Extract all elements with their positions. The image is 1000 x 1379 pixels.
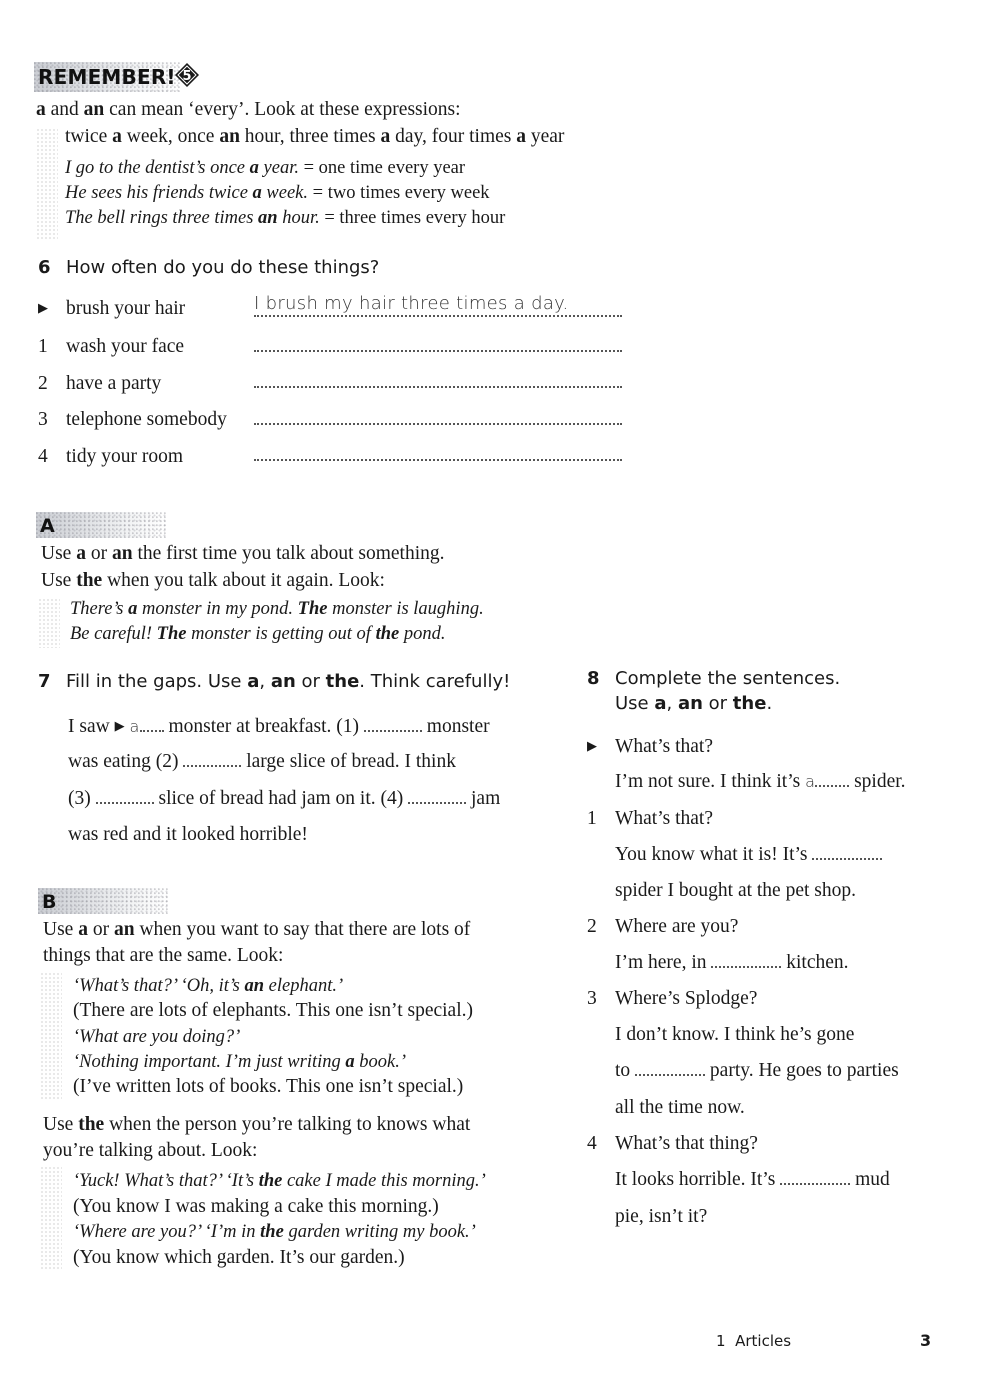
section-b-example: ‘Nothing important. I’m just writing a book.’ [73,1052,407,1072]
gap-4[interactable] [408,802,466,804]
exercise-8-answer-line: I don’t know. I think he’s gone [615,1024,855,1045]
gap-2[interactable] [183,765,241,767]
section-b-example: ‘Where are you?’ ‘I’m in the garden writing my book.’ [73,1222,476,1242]
exercise-8-question: 4 What’s that thing? [587,1133,758,1154]
remember-intro: a and an can mean ‘every’. Look at these expressions: [36,99,461,120]
exercise-8-answer-line: all the time now. [615,1097,745,1118]
section-b-rule-1: Use a or an when you want to say that there are lots of [43,919,471,940]
example-arrow-icon: ▶ [114,718,125,733]
section-a-label: A [36,512,166,538]
exercise-6-example-row: ▶ brush your hair [38,298,186,319]
exercise-8-question: 2 Where are you? [587,916,739,937]
note-margin-texture [40,1166,62,1270]
remember-expressions: twice a week, once an hour, three times a day, four times a year [65,126,565,147]
exercise-8-answer-line: to party. He goes to parties [615,1060,899,1081]
exercise-7-line: I saw ▶ a monster at breakfast. (1) monster [68,716,490,737]
numbered-diamond-icon [174,62,200,88]
exercise-8-question: 3 Where’s Splodge? [587,988,758,1009]
remember-example: He sees his friends twice a week. = two times every week [65,183,490,203]
exercise-8-answer-line: pie, isn’t it? [615,1206,708,1227]
example-arrow-icon: ▶ [38,300,48,315]
section-b-explanation: (I’ve written lots of books. This one isn’t special.) [73,1076,464,1097]
section-b-example: ‘What are you doing?’ [73,1027,241,1047]
section-b-label: B [38,888,168,914]
section-b-explanation: (There are lots of elephants. This one isn’t special.) [73,1000,473,1021]
remember-example: The bell rings three times an hour. = three times every hour [65,208,506,228]
section-b-example: ‘What’s that?’ ‘Oh, it’s an elephant.’ [73,976,344,996]
gap-example [140,730,164,732]
exercise-6-example-answer: I brush my hair three times a day. [254,293,569,314]
section-b-rule-2: Use the when the person you’re talking to knows what [43,1114,471,1135]
exercise-6-row: 1 wash your face [38,336,185,357]
answer-line[interactable] [254,459,622,461]
note-margin-texture [36,128,58,240]
exercise-7-heading: 7 Fill in the gaps. Use a, an or the. Think carefully! [38,671,511,692]
gap-3[interactable] [96,802,154,804]
section-b-explanation: (You know which garden. It’s our garden.) [73,1247,405,1268]
exercise-6-row: 2 have a party [38,373,162,394]
exercise-7-line: (3) slice of bread had jam on it. (4) jam [68,788,501,809]
answer-line[interactable] [254,423,622,425]
section-a-rule-1: Use a or an the first time you talk about something. [41,543,445,564]
answer-line[interactable] [254,386,622,388]
exercise-7-line: was red and it looked horrible! [68,824,308,845]
answer-line[interactable] [254,350,622,352]
remember-heading: REMEMBER! [34,62,180,92]
gap-2[interactable] [711,966,781,968]
exercise-8-question: 1 What’s that? [587,808,714,829]
exercise-8-answer-line: It looks horrible. It’s mud [615,1169,890,1190]
exercise-7-line: was eating (2) large slice of bread. I think [68,751,456,772]
exercise-8-heading: 8 Complete the sentences. [587,668,841,689]
section-b-explanation: (You know I was making a cake this morning.) [73,1196,439,1217]
chapter-footer: 1 Articles [716,1332,792,1350]
remember-example: I go to the dentist’s once a year. = one time every year [65,158,466,178]
section-b-rule-2-cont: you’re talking about. Look: [43,1140,258,1161]
exercise-8-example-question: ▶ What’s that? [587,736,714,757]
section-a-example: There’s a monster in my pond. The monster is laughing. [70,599,484,619]
note-margin-texture [40,972,62,1100]
gap-example [815,785,849,787]
exercise-8-answer-line: You know what it is! It’s [615,844,882,866]
example-answer: a [129,717,140,736]
diamond-number: 5 [182,69,192,84]
exercise-8-answer-line: I’m here, in kitchen. [615,952,849,973]
gap-1[interactable] [364,730,422,732]
exercise-6-row: 3 telephone somebody [38,409,227,430]
exercise-6-heading: 6 How often do you do these things? [38,257,380,278]
exercise-8-example-answer: I’m not sure. I think it’s a spider. [615,771,906,792]
gap-4[interactable] [780,1183,850,1185]
note-margin-texture [38,598,60,648]
section-b-rule-1-cont: things that are the same. Look: [43,945,284,966]
gap-3[interactable] [635,1074,705,1076]
section-a-rule-2: Use the when you talk about it again. Look: [41,570,385,591]
section-a-example: Be careful! The monster is getting out of the pond. [70,624,446,644]
exercise-8-answer-line: spider I bought at the pet shop. [615,880,856,901]
section-b-example: ‘Yuck! What’s that?’ ‘It’s the cake I made this morning.’ [73,1171,486,1191]
exercise-6-row: 4 tidy your room [38,446,183,467]
page-number: 3 [920,1331,932,1350]
exercise-8-instruction: Use a, an or the. [615,693,773,714]
answer-line[interactable] [254,315,622,317]
gap-1[interactable] [812,858,882,860]
example-arrow-icon: ▶ [587,738,597,753]
